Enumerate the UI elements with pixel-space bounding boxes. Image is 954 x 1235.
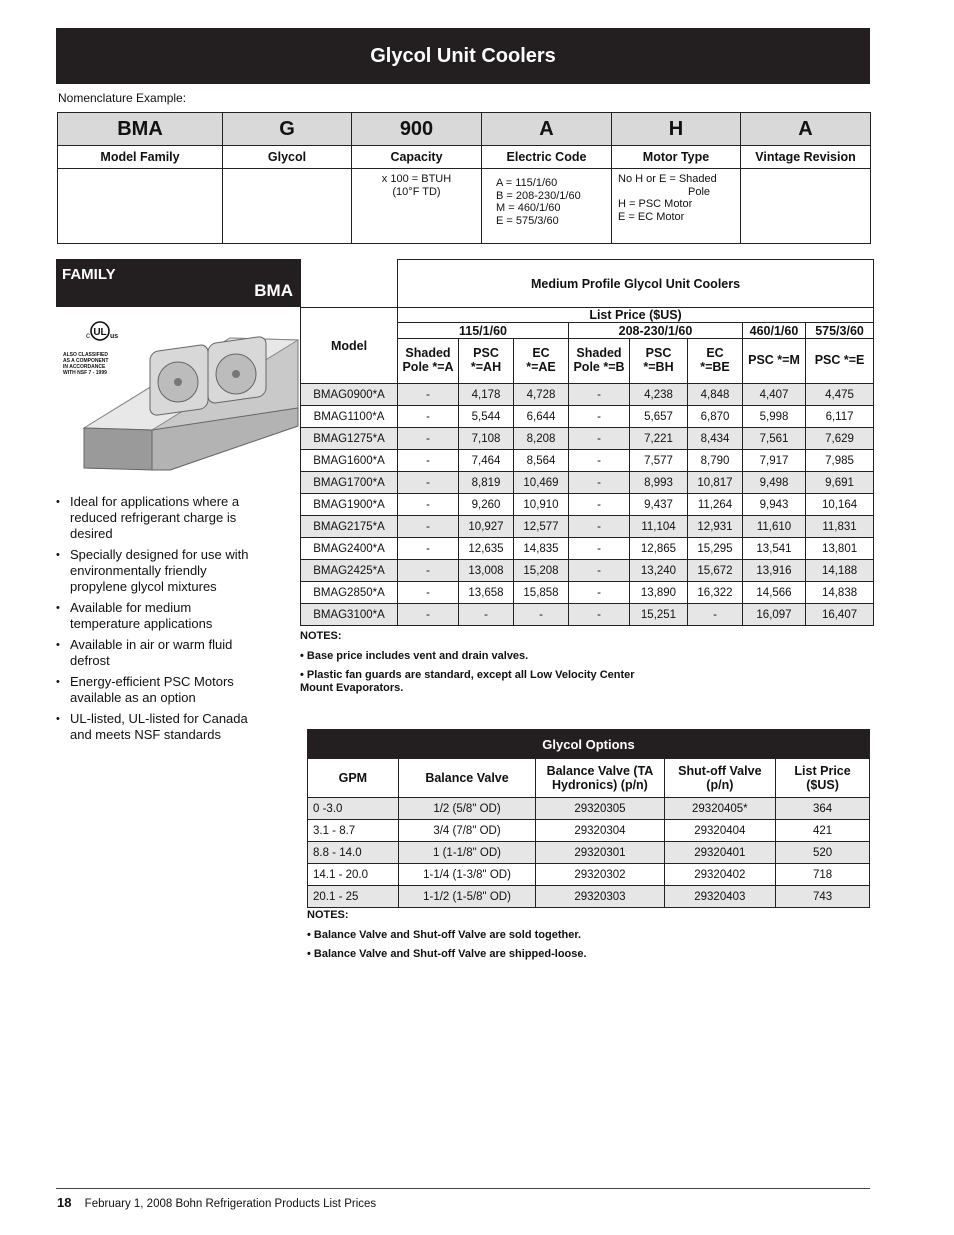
price-cell: 11,831	[806, 516, 874, 538]
price-cell: -	[569, 450, 630, 472]
price-cell: 5,544	[459, 406, 514, 428]
column-header-motor: PSC *=E	[806, 339, 874, 384]
price-cell: 4,238	[630, 384, 688, 406]
table-cell: 29320402	[664, 864, 776, 886]
table-row	[301, 494, 874, 516]
price-cell: 10,927	[459, 516, 514, 538]
price-cell: 12,577	[514, 516, 569, 538]
column-header-motor: PSC *=AH	[459, 339, 514, 384]
column-header-voltage: 460/1/60	[743, 323, 806, 339]
model-cell: BMAG1275*A	[301, 428, 398, 450]
model-cell: BMAG3100*A	[301, 604, 398, 626]
column-header: Shut-off Valve (p/n)	[664, 759, 776, 798]
price-cell: 8,993	[630, 472, 688, 494]
price-cell: 9,437	[630, 494, 688, 516]
list-item: • UL-listed, UL-listed for Canada and meets NSF standards	[56, 711, 256, 743]
price-cell: -	[569, 494, 630, 516]
footer	[57, 1195, 376, 1210]
model-cell: BMAG1600*A	[301, 450, 398, 472]
nomenclature-desc	[741, 169, 871, 244]
price-cell: 8,564	[514, 450, 569, 472]
feature-list	[56, 494, 256, 748]
nomenclature-name: Model Family	[58, 146, 223, 169]
price-cell: 7,629	[806, 428, 874, 450]
table-cell: 14.1 - 20.0	[308, 864, 399, 886]
price-cell: 11,264	[688, 494, 743, 516]
price-cell: -	[569, 516, 630, 538]
price-cell: -	[398, 406, 459, 428]
price-cell: -	[459, 604, 514, 626]
price-cell: 12,931	[688, 516, 743, 538]
nomenclature-code: BMA	[58, 113, 223, 146]
price-cell: 14,566	[743, 582, 806, 604]
price-cell: 7,221	[630, 428, 688, 450]
footer-divider	[56, 1188, 870, 1189]
price-cell: 16,097	[743, 604, 806, 626]
price-cell: 15,672	[688, 560, 743, 582]
price-cell: -	[569, 384, 630, 406]
svg-text:WITH NSF 7 - 1999: WITH NSF 7 - 1999	[63, 370, 107, 376]
price-cell: 15,858	[514, 582, 569, 604]
table-row	[308, 864, 870, 886]
price-cell: -	[569, 582, 630, 604]
price-cell: 4,728	[514, 384, 569, 406]
page-number: 18	[57, 1195, 72, 1210]
table-cell: 29320304	[536, 820, 664, 842]
glycol-options-caption: Glycol Options	[308, 730, 870, 759]
column-header-motor: PSC *=M	[743, 339, 806, 384]
price-cell: 14,838	[806, 582, 874, 604]
family-label: FAMILY	[62, 266, 116, 283]
price-cell: 13,658	[459, 582, 514, 604]
price-table	[300, 259, 874, 626]
nomenclature-desc: No H or E = Shaded Pole H = PSC Motor E = EC Motor	[612, 169, 741, 244]
price-cell: 6,644	[514, 406, 569, 428]
table-row	[301, 450, 874, 472]
price-cell: 8,208	[514, 428, 569, 450]
price-cell: 7,985	[806, 450, 874, 472]
price-cell: 16,322	[688, 582, 743, 604]
table-cell: 29320305	[536, 798, 664, 820]
price-cell: 13,008	[459, 560, 514, 582]
price-cell: 12,635	[459, 538, 514, 560]
table-row	[301, 560, 874, 582]
table-cell: 1-1/2 (1-5/8" OD)	[398, 886, 536, 908]
table-row	[301, 604, 874, 626]
family-box	[56, 259, 301, 307]
price-cell: 16,407	[806, 604, 874, 626]
price-cell: -	[569, 560, 630, 582]
column-header-voltage: 208-230/1/60	[569, 323, 743, 339]
price-cell: 15,251	[630, 604, 688, 626]
nomenclature-name: Motor Type	[612, 146, 741, 169]
column-header-motor: Shaded Pole *=A	[398, 339, 459, 384]
price-cell: -	[569, 538, 630, 560]
table-cell: 1/2 (5/8" OD)	[398, 798, 536, 820]
price-cell: 8,819	[459, 472, 514, 494]
nomenclature-name: Capacity	[352, 146, 482, 169]
table-row	[301, 406, 874, 428]
price-cell: 10,164	[806, 494, 874, 516]
table-cell: 3.1 - 8.7	[308, 820, 399, 842]
column-header: Balance Valve	[398, 759, 536, 798]
svg-text:c: c	[86, 331, 90, 340]
price-cell: 4,475	[806, 384, 874, 406]
nomenclature-code: G	[223, 113, 352, 146]
note-item: • Base price includes vent and drain valves.	[300, 649, 529, 662]
column-header-motor: Shaded Pole *=B	[569, 339, 630, 384]
note-item: • Balance Valve and Shut-off Valve are sold together.	[307, 928, 582, 941]
price-cell: 10,817	[688, 472, 743, 494]
price-cell: 14,835	[514, 538, 569, 560]
list-item: • Available in air or warm fluid defrost	[56, 637, 256, 669]
nomenclature-code: A	[741, 113, 871, 146]
table-row	[308, 820, 870, 842]
price-cell: 5,657	[630, 406, 688, 428]
table-cell: 29320403	[664, 886, 776, 908]
svg-text:IN ACCORDANCE: IN ACCORDANCE	[63, 364, 106, 370]
table-row	[308, 798, 870, 820]
price-cell: -	[398, 516, 459, 538]
glycol-options-table	[307, 729, 870, 908]
column-header-motor: PSC *=BH	[630, 339, 688, 384]
price-cell: 8,434	[688, 428, 743, 450]
table-cell: 1 (1-1/8" OD)	[398, 842, 536, 864]
price-cell: 9,260	[459, 494, 514, 516]
price-cell: -	[688, 604, 743, 626]
product-image	[63, 318, 300, 478]
page-title-bar	[56, 28, 870, 84]
price-cell: 11,610	[743, 516, 806, 538]
price-notes	[300, 630, 700, 702]
table-row	[301, 582, 874, 604]
nomenclature-name: Glycol	[223, 146, 352, 169]
price-cell: -	[398, 538, 459, 560]
svg-text:UL: UL	[93, 327, 107, 338]
price-cell: 4,407	[743, 384, 806, 406]
ul-logo	[63, 322, 118, 376]
price-cell: 10,469	[514, 472, 569, 494]
column-header-voltage: 575/3/60	[806, 323, 874, 339]
model-cell: BMAG1100*A	[301, 406, 398, 428]
price-cell: -	[398, 604, 459, 626]
price-cell: 7,917	[743, 450, 806, 472]
table-cell: 520	[776, 842, 870, 864]
list-item: • Specially designed for use with environmentally friendly propylene glycol mixtures	[56, 547, 256, 595]
family-code: BMA	[254, 281, 293, 300]
price-cell: 4,178	[459, 384, 514, 406]
price-cell: 9,498	[743, 472, 806, 494]
note-item: • Plastic fan guards are standard, except all Low Velocity Center Mount Evaporators.	[300, 669, 635, 694]
table-cell: 0 -3.0	[308, 798, 399, 820]
table-cell: 29320405*	[664, 798, 776, 820]
price-cell: 13,240	[630, 560, 688, 582]
notes-heading: NOTES:	[300, 630, 342, 642]
table-cell: 29320404	[664, 820, 776, 842]
table-cell: 29320302	[536, 864, 664, 886]
column-header-voltage: 115/1/60	[398, 323, 569, 339]
notes-heading: NOTES:	[307, 909, 349, 921]
price-cell: 14,188	[806, 560, 874, 582]
model-cell: BMAG2175*A	[301, 516, 398, 538]
table-row	[301, 472, 874, 494]
column-header-model: Model	[301, 308, 398, 384]
column-header-motor: EC *=AE	[514, 339, 569, 384]
price-cell: -	[398, 450, 459, 472]
price-cell: 11,104	[630, 516, 688, 538]
nomenclature-code: 900	[352, 113, 482, 146]
price-cell: 7,464	[459, 450, 514, 472]
table-cell: 8.8 - 14.0	[308, 842, 399, 864]
model-cell: BMAG0900*A	[301, 384, 398, 406]
model-cell: BMAG2850*A	[301, 582, 398, 604]
svg-text:us: us	[110, 333, 119, 340]
price-cell: -	[569, 604, 630, 626]
table-row	[301, 516, 874, 538]
price-cell: 5,998	[743, 406, 806, 428]
price-cell: 6,870	[688, 406, 743, 428]
table-row	[301, 538, 874, 560]
table-cell: 3/4 (7/8" OD)	[398, 820, 536, 842]
column-header-motor: EC *=BE	[688, 339, 743, 384]
model-cell: BMAG2425*A	[301, 560, 398, 582]
price-table-body	[301, 384, 874, 626]
list-item: • Available for medium temperature applications	[56, 600, 256, 632]
table-row	[308, 886, 870, 908]
nomenclature-desc	[223, 169, 352, 244]
price-cell: 13,890	[630, 582, 688, 604]
model-cell: BMAG2400*A	[301, 538, 398, 560]
model-cell: BMAG1900*A	[301, 494, 398, 516]
list-item: • Ideal for applications where a reduced refrigerant charge is desired	[56, 494, 256, 542]
unit-cooler-illustration	[63, 318, 300, 478]
table-cell: 29320303	[536, 886, 664, 908]
price-cell: 10,910	[514, 494, 569, 516]
table-cell: 364	[776, 798, 870, 820]
nomenclature-desc: A = 115/1/60 B = 208-230/1/60 M = 460/1/60 E = 575/3/60	[482, 169, 612, 244]
price-cell: -	[398, 384, 459, 406]
price-cell: 13,801	[806, 538, 874, 560]
price-cell: -	[398, 428, 459, 450]
nomenclature-desc: x 100 = BTUH (10°F TD)	[352, 169, 482, 244]
column-header: List Price ($US)	[776, 759, 870, 798]
table-cell: 29320301	[536, 842, 664, 864]
price-cell: 6,117	[806, 406, 874, 428]
price-cell: 7,577	[630, 450, 688, 472]
column-header: Balance Valve (TA Hydronics) (p/n)	[536, 759, 664, 798]
nomenclature-code: A	[482, 113, 612, 146]
svg-text:ALSO CLASSIFIED: ALSO CLASSIFIED	[63, 352, 109, 358]
price-cell: -	[514, 604, 569, 626]
price-cell: 7,561	[743, 428, 806, 450]
table-row	[308, 842, 870, 864]
svg-text:AS A COMPONENT: AS A COMPONENT	[63, 358, 109, 364]
note-item: • Balance Valve and Shut-off Valve are shipped-loose.	[307, 948, 587, 961]
price-cell: -	[398, 560, 459, 582]
table-cell: 29320401	[664, 842, 776, 864]
price-cell: -	[398, 472, 459, 494]
page-title: Glycol Unit Coolers	[370, 44, 556, 67]
table-cell: 1-1/4 (1-3/8" OD)	[398, 864, 536, 886]
table-cell: 718	[776, 864, 870, 886]
table-row	[301, 384, 874, 406]
price-cell: 13,916	[743, 560, 806, 582]
column-header-list-price: List Price ($US)	[398, 308, 874, 323]
model-cell: BMAG1700*A	[301, 472, 398, 494]
price-cell: 7,108	[459, 428, 514, 450]
price-cell: 12,865	[630, 538, 688, 560]
nomenclature-code: H	[612, 113, 741, 146]
table-cell: 421	[776, 820, 870, 842]
price-cell: 8,790	[688, 450, 743, 472]
price-cell: 13,541	[743, 538, 806, 560]
price-cell: 9,691	[806, 472, 874, 494]
price-cell: -	[569, 472, 630, 494]
price-cell: -	[569, 406, 630, 428]
table-row	[301, 428, 874, 450]
list-item: • Energy-efficient PSC Motors available as an option	[56, 674, 256, 706]
table-cell: 20.1 - 25	[308, 886, 399, 908]
price-cell: 15,208	[514, 560, 569, 582]
glycol-options-body	[308, 798, 870, 908]
price-cell: -	[398, 582, 459, 604]
footer-text: February 1, 2008 Bohn Refrigeration Products List Prices	[84, 1198, 377, 1210]
nomenclature-desc	[58, 169, 223, 244]
nomenclature-label: Nomenclature Example:	[58, 91, 187, 105]
nomenclature-name: Electric Code	[482, 146, 612, 169]
nomenclature-name: Vintage Revision	[741, 146, 871, 169]
price-table-caption: Medium Profile Glycol Unit Coolers	[398, 260, 874, 308]
column-header: GPM	[308, 759, 399, 798]
price-cell: 4,848	[688, 384, 743, 406]
price-cell: -	[398, 494, 459, 516]
table-cell: 743	[776, 886, 870, 908]
price-cell: 9,943	[743, 494, 806, 516]
nomenclature-table	[57, 112, 871, 244]
price-cell: 15,295	[688, 538, 743, 560]
glycol-notes	[307, 909, 707, 968]
price-cell: -	[569, 428, 630, 450]
